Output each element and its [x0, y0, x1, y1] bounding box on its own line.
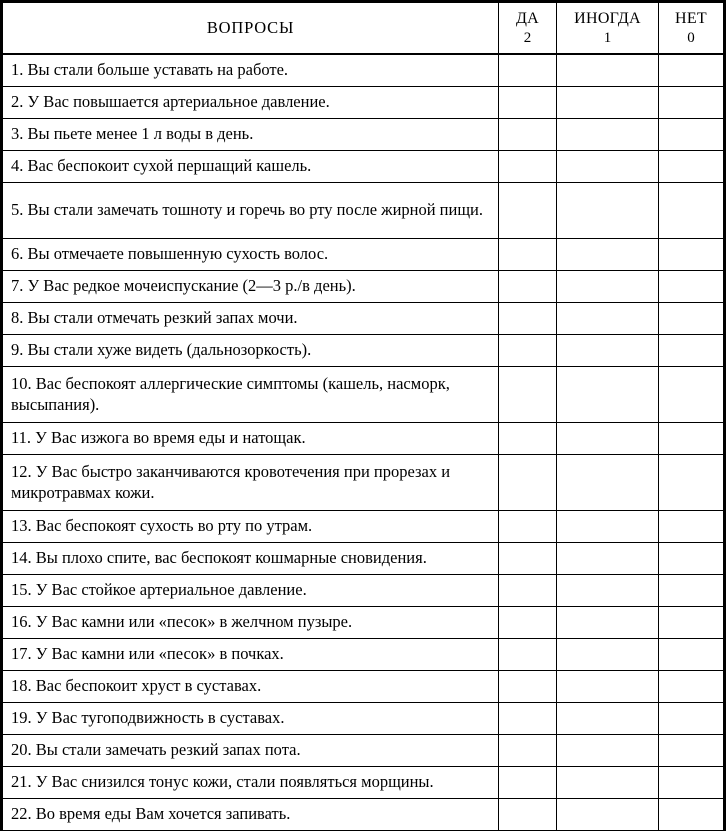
answer-cell-sometimes[interactable]: [557, 455, 659, 511]
question-text: 18. Вас беспокоит хруст в суставах.: [2, 671, 499, 703]
table-row: [2, 87, 725, 119]
answer-cell-sometimes[interactable]: [557, 151, 659, 183]
table-row: [2, 367, 725, 423]
table-row: [2, 239, 725, 271]
question-text: 17. У Вас камни или «песок» в почках.: [2, 639, 499, 671]
answer-cell-sometimes[interactable]: [557, 54, 659, 87]
answer-cell-yes[interactable]: [499, 639, 557, 671]
question-text: 15. У Вас стойкое артериальное давление.: [2, 575, 499, 607]
question-text: 21. У Вас снизился тонус кожи, стали появляться морщины.: [2, 767, 499, 799]
answer-cell-yes[interactable]: [499, 239, 557, 271]
answer-cell-yes[interactable]: [499, 671, 557, 703]
answer-cell-sometimes[interactable]: [557, 367, 659, 423]
answer-cell-sometimes[interactable]: [557, 607, 659, 639]
answer-cell-sometimes[interactable]: [557, 511, 659, 543]
table-row: [2, 703, 725, 735]
question-text: 9. Вы стали хуже видеть (дальнозоркость).: [2, 335, 499, 367]
question-text: 2. У Вас повышается артериальное давление.: [2, 87, 499, 119]
answer-cell-no[interactable]: [659, 455, 725, 511]
table-row: [2, 303, 725, 335]
table-row: [2, 423, 725, 455]
answer-cell-sometimes[interactable]: [557, 87, 659, 119]
column-header-sometimes-score: 1: [603, 29, 612, 46]
question-text: 5. Вы стали замечать тошноту и горечь во рту после жирной пищи.: [2, 183, 499, 239]
answer-cell-no[interactable]: [659, 87, 725, 119]
answer-cell-yes[interactable]: [499, 271, 557, 303]
header-row: [2, 2, 725, 55]
table-row: [2, 607, 725, 639]
answer-cell-sometimes[interactable]: [557, 303, 659, 335]
answer-cell-no[interactable]: [659, 335, 725, 367]
answer-cell-yes[interactable]: [499, 511, 557, 543]
question-text: 20. Вы стали замечать резкий запах пота.: [2, 735, 499, 767]
column-header-yes: [499, 2, 557, 55]
table-row: [2, 735, 725, 767]
answer-cell-sometimes[interactable]: [557, 639, 659, 671]
column-header-questions: ВОПРОСЫ: [2, 2, 499, 55]
answer-cell-sometimes[interactable]: [557, 575, 659, 607]
answer-cell-sometimes[interactable]: [557, 335, 659, 367]
answer-cell-no[interactable]: [659, 767, 725, 799]
question-text: 1. Вы стали больше уставать на работе.: [2, 54, 499, 87]
column-header-no: [659, 2, 725, 55]
answer-cell-yes[interactable]: [499, 607, 557, 639]
table-row: [2, 639, 725, 671]
table-header: [2, 2, 725, 55]
answer-cell-yes[interactable]: [499, 335, 557, 367]
table-row: [2, 54, 725, 87]
table-row: [2, 183, 725, 239]
answer-cell-yes[interactable]: [499, 87, 557, 119]
answer-cell-sometimes[interactable]: [557, 703, 659, 735]
question-text: 13. Вас беспокоят сухость во рту по утрам.: [2, 511, 499, 543]
answer-cell-sometimes[interactable]: [557, 671, 659, 703]
answer-cell-no[interactable]: [659, 607, 725, 639]
table-row: [2, 455, 725, 511]
answer-cell-no[interactable]: [659, 54, 725, 87]
answer-cell-no[interactable]: [659, 303, 725, 335]
answer-cell-yes[interactable]: [499, 183, 557, 239]
answer-cell-yes[interactable]: [499, 423, 557, 455]
table-row: [2, 511, 725, 543]
answer-cell-no[interactable]: [659, 575, 725, 607]
answer-cell-no[interactable]: [659, 639, 725, 671]
answer-cell-sometimes[interactable]: [557, 271, 659, 303]
table-row: [2, 767, 725, 799]
answer-cell-no[interactable]: [659, 183, 725, 239]
column-header-sometimes: [557, 2, 659, 55]
answer-cell-yes[interactable]: [499, 455, 557, 511]
table-row: [2, 271, 725, 303]
question-text: 8. Вы стали отмечать резкий запах мочи.: [2, 303, 499, 335]
column-header-no-score: 0: [687, 29, 695, 46]
answer-cell-no[interactable]: [659, 271, 725, 303]
column-header-sometimes-label: ИНОГДА: [574, 10, 641, 28]
answer-cell-sometimes[interactable]: [557, 119, 659, 151]
answer-cell-yes[interactable]: [499, 767, 557, 799]
answer-cell-yes[interactable]: [499, 543, 557, 575]
answer-cell-sometimes[interactable]: [557, 423, 659, 455]
table-row: [2, 799, 725, 831]
question-text: 10. Вас беспокоят аллергические симптомы (кашель, насморк, высыпания).: [2, 367, 499, 423]
answer-cell-no[interactable]: [659, 423, 725, 455]
answer-cell-no[interactable]: [659, 511, 725, 543]
answer-cell-no[interactable]: [659, 799, 725, 831]
question-text: 22. Во время еды Вам хочется запивать.: [2, 799, 499, 831]
answer-cell-sometimes[interactable]: [557, 735, 659, 767]
table-row: [2, 543, 725, 575]
answer-cell-yes[interactable]: [499, 735, 557, 767]
question-text: 4. Вас беспокоит сухой першащий кашель.: [2, 151, 499, 183]
answer-cell-sometimes[interactable]: [557, 799, 659, 831]
answer-cell-no[interactable]: [659, 671, 725, 703]
question-text: 14. Вы плохо спите, вас беспокоят кошмарные сновидения.: [2, 543, 499, 575]
answer-cell-sometimes[interactable]: [557, 239, 659, 271]
answer-cell-no[interactable]: [659, 703, 725, 735]
answer-cell-sometimes[interactable]: [557, 183, 659, 239]
answer-cell-no[interactable]: [659, 239, 725, 271]
answer-cell-no[interactable]: [659, 119, 725, 151]
answer-cell-no[interactable]: [659, 367, 725, 423]
question-text: 7. У Вас редкое мочеиспускание (2—3 р./в день).: [2, 271, 499, 303]
answer-cell-yes[interactable]: [499, 367, 557, 423]
answer-cell-yes[interactable]: [499, 54, 557, 87]
answer-cell-no[interactable]: [659, 151, 725, 183]
answer-cell-yes[interactable]: [499, 575, 557, 607]
answer-cell-yes[interactable]: [499, 703, 557, 735]
answer-cell-yes[interactable]: [499, 303, 557, 335]
table-row: [2, 671, 725, 703]
table-row: [2, 119, 725, 151]
column-header-no-label: НЕТ: [674, 10, 707, 28]
table-row: [2, 575, 725, 607]
column-header-yes-label: ДА: [515, 10, 540, 28]
answer-cell-sometimes[interactable]: [557, 767, 659, 799]
table-row: [2, 151, 725, 183]
question-text: 11. У Вас изжога во время еды и натощак.: [2, 423, 499, 455]
answer-cell-yes[interactable]: [499, 119, 557, 151]
question-text: 3. Вы пьете менее 1 л воды в день.: [2, 119, 499, 151]
answer-cell-no[interactable]: [659, 543, 725, 575]
answer-cell-yes[interactable]: [499, 151, 557, 183]
question-text: 6. Вы отмечаете повышенную сухость волос.: [2, 239, 499, 271]
answer-cell-no[interactable]: [659, 735, 725, 767]
question-text: 12. У Вас быстро заканчиваются кровотечения при прорезах и микротравмах кожи.: [2, 455, 499, 511]
column-header-yes-score: 2: [523, 29, 532, 46]
table-body: [2, 54, 725, 831]
question-text: 19. У Вас тугоподвижность в суставах.: [2, 703, 499, 735]
answer-cell-yes[interactable]: [499, 799, 557, 831]
table-row: [2, 335, 725, 367]
question-text: 16. У Вас камни или «песок» в желчном пузыре.: [2, 607, 499, 639]
answer-cell-sometimes[interactable]: [557, 543, 659, 575]
